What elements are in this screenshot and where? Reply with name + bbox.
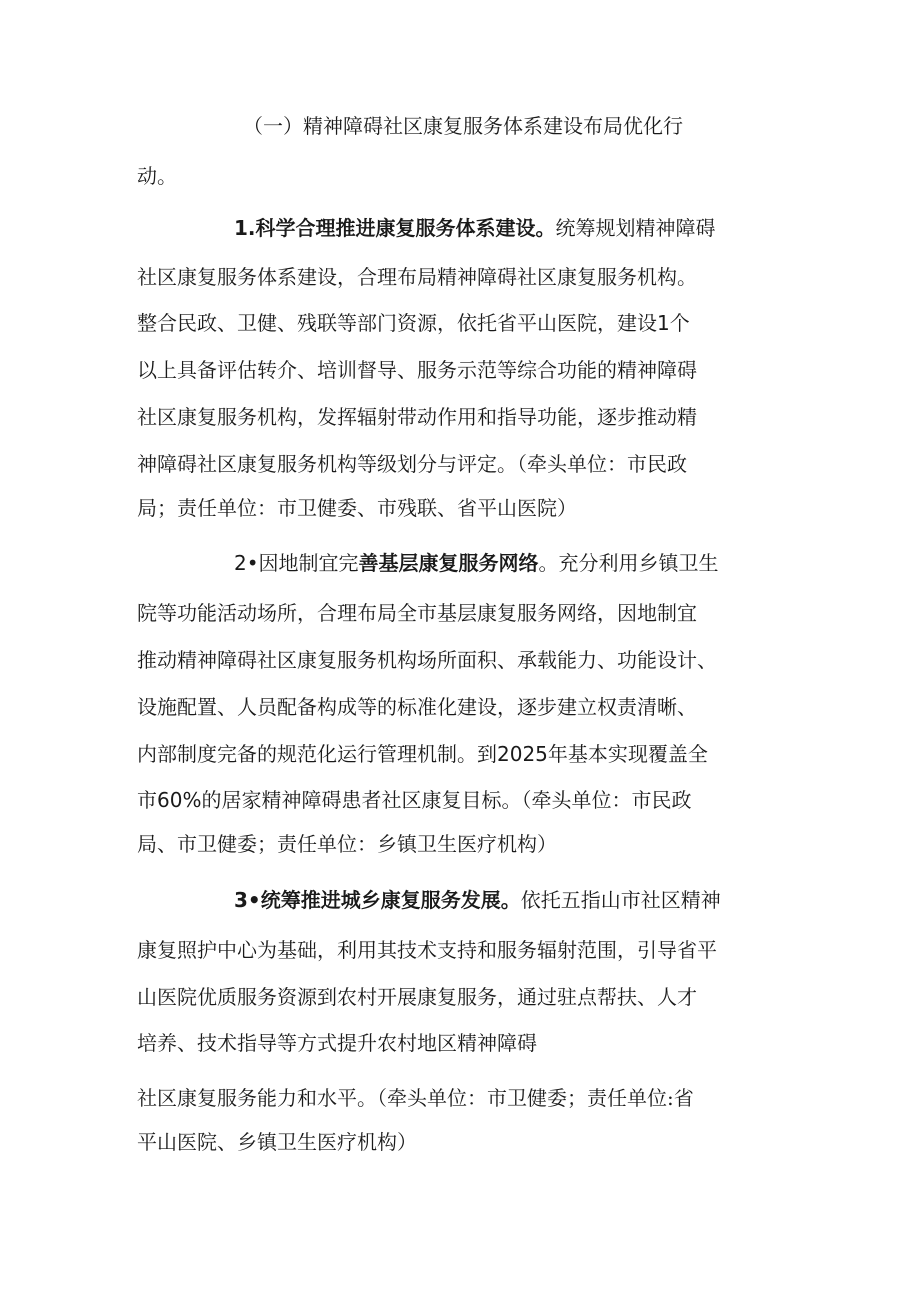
text-segment: 60% bbox=[157, 788, 202, 812]
text-segment: 社区康复服务机构，发挥辐射带动作用和指导功能，逐步推动精 bbox=[137, 405, 697, 429]
text-line bbox=[137, 158, 813, 194]
bold-heading-text: 1.科学合理推进康复服务体系建设。 bbox=[234, 216, 556, 240]
text-segment: （一）精神障碍社区康复服务体系建设布局优化行 bbox=[243, 114, 683, 138]
text-segment: 局、市卫健委；责任单位：乡镇卫生医疗机构） bbox=[137, 832, 557, 856]
text-line bbox=[137, 979, 813, 1015]
text-line bbox=[137, 305, 813, 341]
text-segment: 平山医院、乡镇卫生医疗机构） bbox=[137, 1130, 417, 1154]
text-segment: 整合民政、卫健、残联等部门资源，依托省平山医院，建设 bbox=[137, 311, 657, 335]
text-segment: 的居家精神障碍患者社区康复目标。（牵头单位：市民政 bbox=[201, 788, 692, 812]
text-segment: 局；责任单位：市卫健委、市残联、省平山医院） bbox=[137, 496, 577, 520]
text-line bbox=[137, 1080, 813, 1116]
text-segment: 个 bbox=[669, 311, 690, 335]
text-segment: 市 bbox=[137, 788, 157, 812]
text-line bbox=[137, 259, 813, 295]
text-segment: 社区康复服务能力和水平。（牵头单位：市卫健委；责任单位:省 bbox=[137, 1086, 694, 1110]
text-segment: 内部制度完备的规范化运行管理机制。到 bbox=[137, 742, 497, 766]
text-line bbox=[137, 1124, 813, 1160]
text-segment: 2• bbox=[234, 551, 259, 575]
text-line bbox=[137, 1025, 813, 1061]
text-segment: 山医院优质服务资源到农村开展康复服务，通过驻点帮扶、人才 bbox=[137, 985, 697, 1009]
text-line bbox=[137, 932, 813, 968]
text-segment: 1 bbox=[657, 311, 670, 335]
text-segment: 统筹规划精神障碍 bbox=[555, 216, 716, 240]
text-line bbox=[234, 882, 814, 918]
text-segment: 院等功能活动场所，合理布局全市基层康复服务网络，因地制宜 bbox=[137, 601, 697, 625]
text-segment: 年基本实现覆盖全 bbox=[547, 742, 708, 766]
text-segment: 以上具备评估转介、培训督导、服务示范等综合功能的精神障碍 bbox=[137, 358, 697, 382]
text-segment: 因地制宜完 bbox=[258, 551, 359, 575]
text-line bbox=[137, 689, 813, 725]
text-line bbox=[234, 210, 814, 246]
text-segment: 依托五指山市社区精神 bbox=[520, 888, 721, 912]
text-line bbox=[234, 545, 814, 581]
text-segment: 动。 bbox=[137, 164, 177, 188]
text-line bbox=[137, 595, 813, 631]
bold-heading-text: 3•统筹推进城乡康复服务发展。 bbox=[234, 888, 521, 912]
bold-heading-text: 善基层康复服务网络 bbox=[358, 551, 539, 575]
text-line bbox=[137, 446, 813, 482]
text-segment: 社区康复服务体系建设，合理布局精神障碍社区康复服务机构。 bbox=[137, 265, 697, 289]
text-line bbox=[137, 736, 813, 772]
text-segment: 康复照护中心为基础，利用其技术支持和服务辐射范围，引导省平 bbox=[137, 938, 717, 962]
text-segment: 2025 bbox=[497, 742, 548, 766]
text-line bbox=[137, 782, 813, 818]
text-segment: 神障碍社区康复服务机构等级划分与评定。（牵头单位：市民政 bbox=[137, 452, 687, 476]
text-segment: 。充分利用乡镇卫生 bbox=[538, 551, 719, 575]
text-line bbox=[243, 108, 813, 144]
text-line bbox=[137, 399, 813, 435]
text-segment: 推动精神障碍社区康复服务机构场所面积、承载能力、功能设计、 bbox=[137, 648, 717, 672]
text-line bbox=[137, 826, 813, 862]
text-line bbox=[137, 642, 813, 678]
text-segment: 设施配置、人员配备构成等的标准化建设，逐步建立权责清晰、 bbox=[137, 695, 697, 719]
text-segment: 培养、技术指导等方式提升农村地区精神障碍 bbox=[137, 1031, 537, 1055]
text-line bbox=[137, 352, 813, 388]
text-line bbox=[137, 490, 813, 526]
